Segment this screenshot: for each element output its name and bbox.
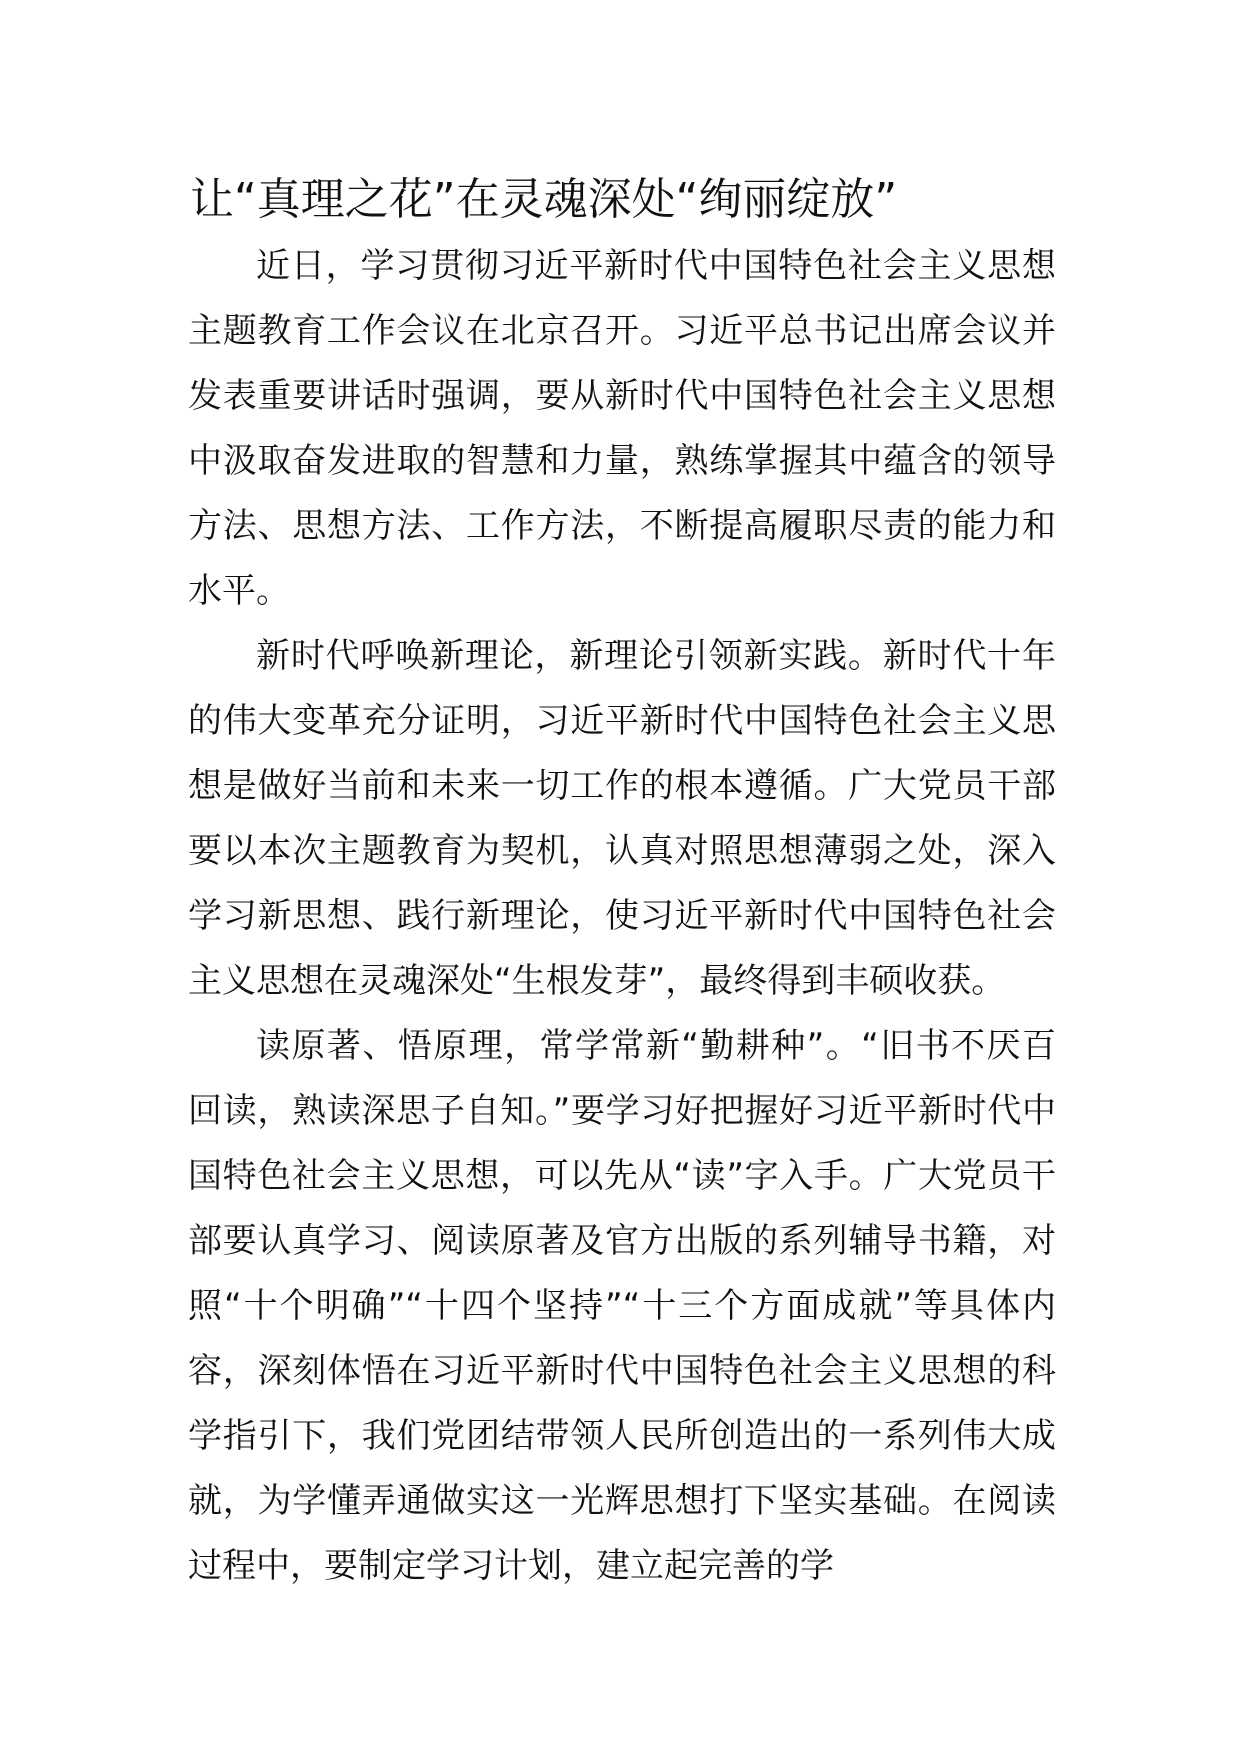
document-title: 让“真理之花”在灵魂深处“绚丽绽放” [190, 174, 898, 225]
paragraph-2: 新时代呼唤新理论，新理论引领新实践。新时代十年的伟大变革充分证明，习近平新时代中国特色社会主义思想是做好当前和未来一切工作的根本遵循。广大党员干部要以本次主题教育为契机，认真对照思想薄弱之处，深入学习新思想、践行新理论，使习近平新时代中国特色社会主义思想在灵魂深处“生根发芽”，最终得到丰硕收获。 [188, 636, 1056, 1001]
document-body [188, 234, 1056, 1599]
paragraph-3: 读原著、悟原理，常学常新“勤耕种”。“旧书不厌百回读，熟读深思子自知。”要学习好把握好习近平新时代中国特色社会主义思想，可以先从“读”字入手。广大党员干部要认真学习、阅读原著及官方出版的系列辅导书籍，对照“十个明确”“十四个坚持”“十三个方面成就”等具体内容，深刻体悟在习近平新时代中国特色社会主义思想的科学指引下，我们党团结带领人民所创造出的一系列伟大成就，为学懂弄通做实这一光辉思想打下坚实基础。在阅读过程中，要制定学习计划，建立起完善的学 [188, 1026, 1056, 1586]
paragraph-1: 近日，学习贯彻习近平新时代中国特色社会主义思想主题教育工作会议在北京召开。习近平总书记出席会议并发表重要讲话时强调，要从新时代中国特色社会主义思想中汲取奋发进取的智慧和力量，熟练掌握其中蕴含的领导方法、思想方法、工作方法，不断提高履职尽责的能力和水平。 [188, 246, 1056, 611]
